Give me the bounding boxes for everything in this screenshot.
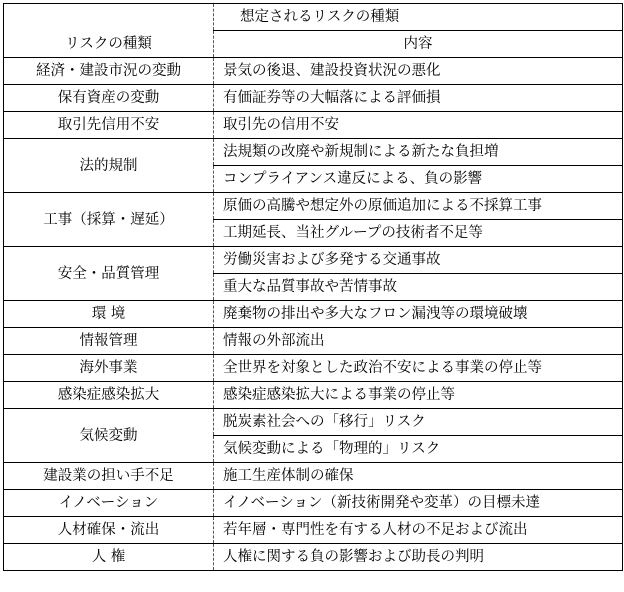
header-row [4,31,623,58]
risk-category-cell: 保有資産の変動 [4,85,214,112]
header-category: リスクの種類 [4,31,214,58]
risk-category-cell: 経済・建設市況の変動 [4,58,214,85]
table-row [4,58,623,85]
table-row [4,490,623,517]
table-row [4,409,623,436]
risk-content-cell: 重大な品質事故や苦情事故 [214,274,623,301]
table-row [4,112,623,139]
risk-content-cell: 人権に関する負の影響および助長の判明 [214,544,623,571]
risk-content-cell: 若年層・専門性を有する人材の不足および流出 [214,517,623,544]
table-caption: 想定されるリスクの種類 [214,4,623,31]
risk-content-cell: イノベーション（新技術開発や変革）の目標未達 [214,490,623,517]
risk-category-cell: 法的規制 [4,139,214,193]
table-row [4,544,623,571]
risk-content-cell: 有価証券等の大幅落による評価損 [214,85,623,112]
risk-content-cell: コンプライアンス違反による、負の影響 [214,166,623,193]
risk-category-cell: 情報管理 [4,328,214,355]
risk-table [3,3,623,571]
risk-category-cell: 安全・品質管理 [4,247,214,301]
risk-category-cell: 気候変動 [4,409,214,463]
risk-category-cell: 感染症感染拡大 [4,382,214,409]
risk-content-cell: 工期延長、当社グループの技術者不足等 [214,220,623,247]
risk-category-cell: 取引先信用不安 [4,112,214,139]
caption-corner-cell [4,4,214,31]
risk-category-cell: イノベーション [4,490,214,517]
risk-content-cell: 原価の高騰や想定外の原価追加による不採算工事 [214,193,623,220]
risk-category-cell: 環 境 [4,301,214,328]
risk-content-cell: 全世界を対象とした政治不安による事業の停止等 [214,355,623,382]
table-row [4,328,623,355]
table-row [4,355,623,382]
table-row [4,193,623,220]
table-row [4,85,623,112]
risk-category-cell: 建設業の担い手不足 [4,463,214,490]
table-row [4,463,623,490]
risk-category-cell: 人 権 [4,544,214,571]
risk-category-cell: 海外事業 [4,355,214,382]
table-row [4,301,623,328]
risk-category-cell: 工事（採算・遅延） [4,193,214,247]
risk-content-cell: 感染症感染拡大による事業の停止等 [214,382,623,409]
risk-content-cell: 気候変動による「物理的」リスク [214,436,623,463]
table-row [4,247,623,274]
risk-content-cell: 廃棄物の排出や多大なフロン漏洩等の環境破壊 [214,301,623,328]
risk-content-cell: 情報の外部流出 [214,328,623,355]
header-content: 内容 [214,31,623,58]
risk-content-cell: 労働災害および多発する交通事故 [214,247,623,274]
table-row [4,139,623,166]
risk-content-cell: 法規類の改廃や新規制による新たな負担増 [214,139,623,166]
table-row [4,382,623,409]
risk-category-cell: 人材確保・流出 [4,517,214,544]
risk-content-cell: 景気の後退、建設投資状況の悪化 [214,58,623,85]
table-row [4,517,623,544]
caption-row [4,4,623,31]
risk-content-cell: 脱炭素社会への「移行」リスク [214,409,623,436]
risk-content-cell: 取引先の信用不安 [214,112,623,139]
risk-content-cell: 施工生産体制の確保 [214,463,623,490]
